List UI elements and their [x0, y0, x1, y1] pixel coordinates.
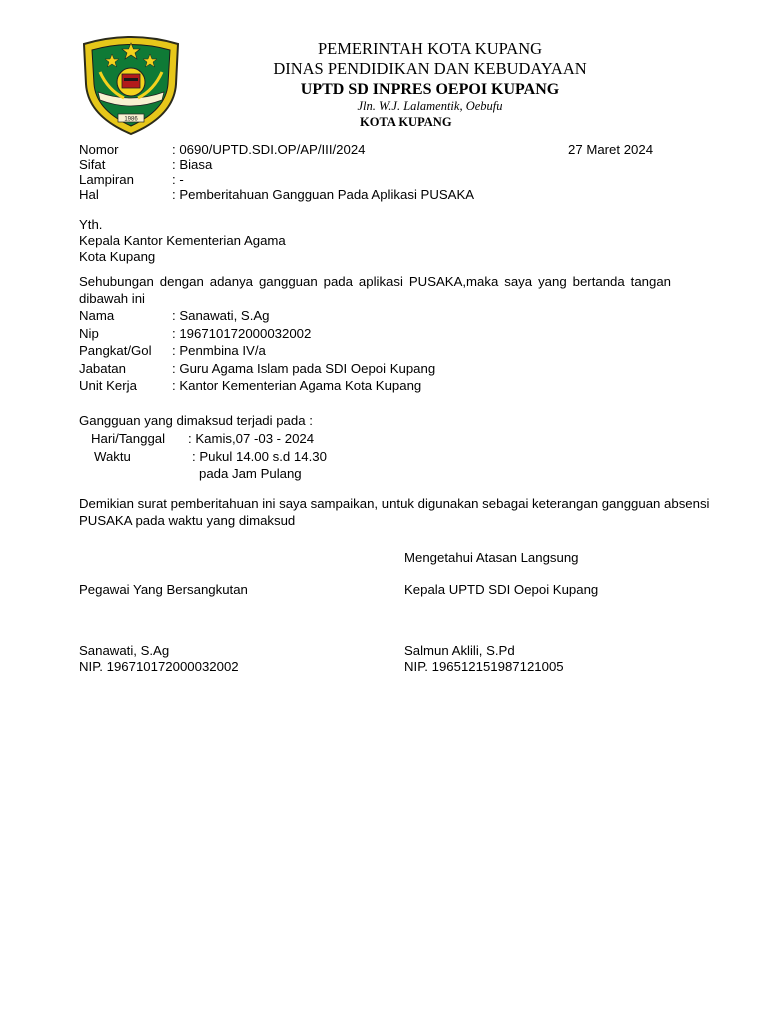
- intro-paragraph: Sehubungan dengan adanya gangguan pada aplikasi PUSAKA,maka saya yang bertanda tangan dibawah ini: [79, 274, 671, 306]
- sifat-value: : Biasa: [172, 157, 213, 172]
- nomor-label: Nomor: [79, 142, 119, 157]
- employee-signature-title: Pegawai Yang Bersangkutan: [79, 582, 248, 597]
- disruption-day-value: : Kamis,07 -03 - 2024: [188, 431, 315, 446]
- disruption-time-label: Waktu: [94, 449, 131, 464]
- letterhead-address: Jln. W.J. Lalamentik, Oebufu: [357, 99, 503, 113]
- identity-label: Jabatan: [79, 361, 126, 376]
- letterhead-department: DINAS PENDIDIKAN DAN KEBUDAYAAN: [273, 59, 587, 78]
- disruption-time-value: : Pukul 14.00 s.d 14.30: [192, 449, 327, 464]
- identity-value: : 196710172000032002: [172, 326, 312, 341]
- identity-value: : Guru Agama Islam pada SDI Oepoi Kupang: [172, 361, 436, 376]
- identity-label: Pangkat/Gol: [79, 343, 152, 358]
- nomor-value: : 0690/UPTD.SDI.OP/AP/III/2024: [172, 142, 366, 157]
- hal-value: : Pemberitahuan Gangguan Pada Aplikasi PUSAKA: [172, 187, 475, 202]
- letterhead-government: PEMERINTAH KOTA KUPANG: [317, 39, 543, 58]
- disruption-day-label: Hari/Tanggal: [91, 431, 166, 446]
- identity-value: : Sanawati, S.Ag: [172, 308, 270, 323]
- letterhead-school: UPTD SD INPRES OEPOI KUPANG: [300, 81, 560, 98]
- identity-label: Nip: [79, 326, 99, 341]
- employee-nip: NIP. 196710172000032002: [79, 659, 239, 674]
- letter-date: 27 Maret 2024: [568, 142, 654, 157]
- disruption-time-note: pada Jam Pulang: [199, 466, 302, 481]
- identity-value: : Kantor Kementerian Agama Kota Kupang: [172, 378, 422, 393]
- letterhead-city: KOTA KUPANG: [360, 115, 452, 129]
- employee-name: Sanawati, S.Ag: [79, 643, 170, 658]
- hal-label: Hal: [79, 187, 99, 202]
- lampiran-value: : -: [172, 172, 184, 187]
- sifat-label: Sifat: [79, 157, 106, 172]
- lampiran-label: Lampiran: [79, 172, 134, 187]
- recipient-office: Kepala Kantor Kementerian Agama: [79, 233, 286, 248]
- recipient-salutation: Yth.: [79, 217, 103, 232]
- logo-year-text: 1986: [124, 116, 138, 123]
- recipient-city: Kota Kupang: [79, 249, 156, 264]
- principal-name: Salmun Aklili, S.Pd: [404, 643, 515, 658]
- identity-value: : Penmbina IV/a: [172, 343, 266, 358]
- identity-label: Unit Kerja: [79, 378, 137, 393]
- identity-label: Nama: [79, 308, 115, 323]
- principal-signature-title: Kepala UPTD SDI Oepoi Kupang: [404, 582, 599, 597]
- principal-nip: NIP. 196512151987121005: [404, 659, 564, 674]
- acknowledged-label: Mengetahui Atasan Langsung: [404, 550, 579, 565]
- closing-paragraph: Demikian surat pemberitahuan ini saya sampaikan, untuk digunakan sebagai keterangan gangguan absensi PUSAKA pada waktu yang dimaksud: [79, 496, 710, 528]
- disruption-heading: Gangguan yang dimaksud terjadi pada :: [79, 413, 313, 428]
